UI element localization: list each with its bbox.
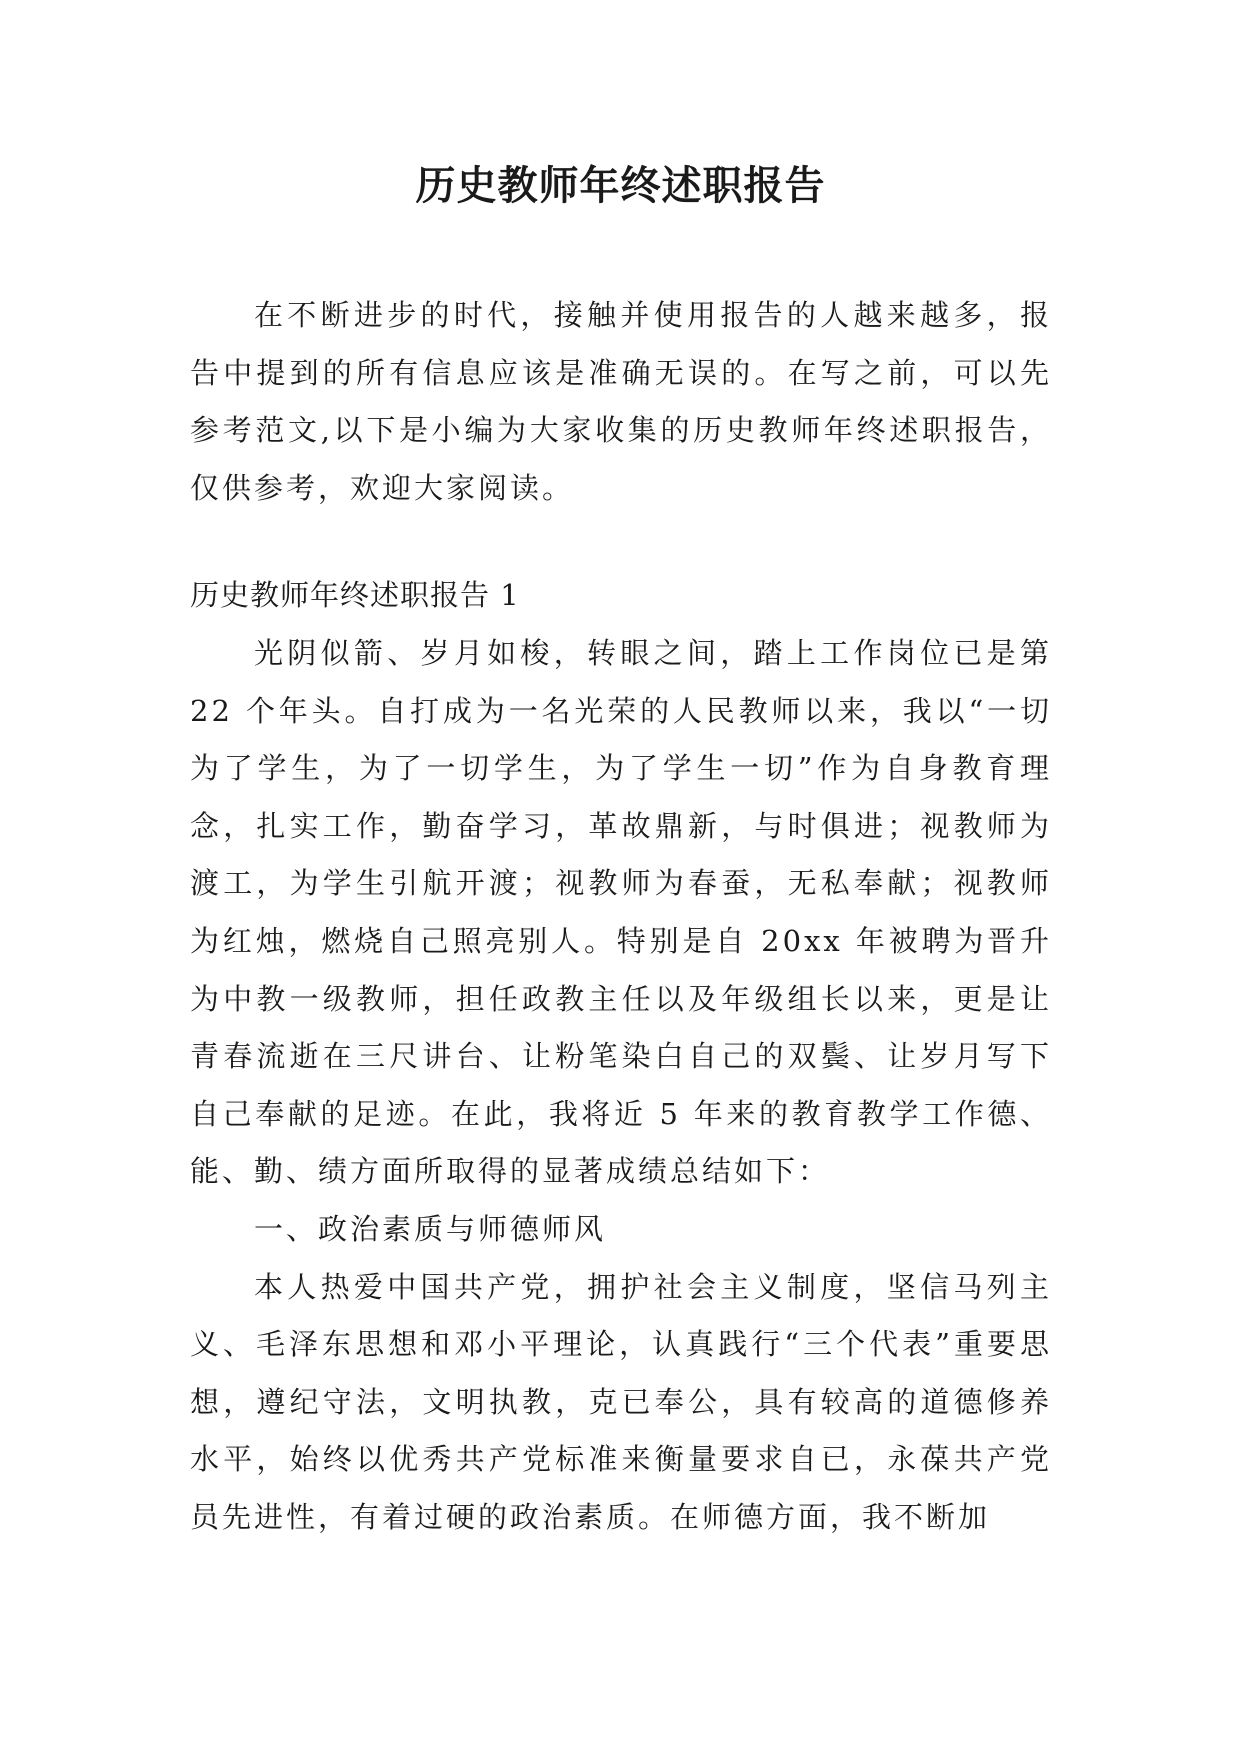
subsection-heading: 一、政治素质与师德师风 [254, 1211, 607, 1246]
paragraph-gap [190, 517, 1052, 567]
document-title: 历史教师年终述职报告 [415, 163, 826, 209]
document-body [190, 287, 1052, 1546]
body-paragraph-1: 光阴似箭、岁月如梭，转眼之间，踏上工作岗位已是第 22 个年头。自打成为一名光荣的人民教师以来，我以“一切为了学生，为了一切学生，为了学生一切”作为自身教育理念，扎实工作，勤奋学习，革故鼎新，与时俱进；视教师为渡工，为学生引航开渡；视教师为春蚕，无私奉献；视教师为红烛，燃烧自己照亮别人。特别是自 20xx 年被聘为晋升为中教一级教师，担任政教主任以及年级组长以来，更是让青春流逝在三尺讲台、让粉笔染白自己的双鬓、让岁月写下自己奉献的足迹。在此，我将近 5 年来的教育教学工作德、能、勤、绩方面所取得的显著成绩总结如下： [190, 635, 1052, 1189]
section-heading: 历史教师年终述职报告 1 [190, 578, 520, 613]
body-paragraph-2: 本人热爱中国共产党，拥护社会主义制度，坚信马列主义、毛泽东思想和邓小平理论，认真践行“三个代表”重要思想，遵纪守法，文明执教，克已奉公，具有较高的道德修养水平，始终以优秀共产党标准来衡量要求自已，永葆共产党员先进性，有着过硬的政治素质。在师德方面，我不断加 [190, 1269, 1052, 1534]
intro-paragraph: 在不断进步的时代，接触并使用报告的人越来越多，报告中提到的所有信息应该是准确无误的。在写之前，可以先参考范文,以下是小编为大家收集的历史教师年终述职报告，仅供参考，欢迎大家阅读。 [190, 298, 1052, 505]
